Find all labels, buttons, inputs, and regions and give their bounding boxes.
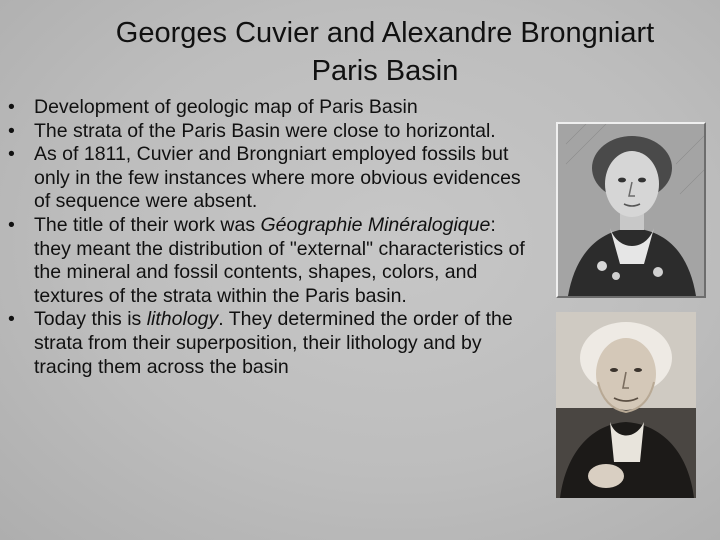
bullet-text: The strata of the Paris Basin were close to horizontal. — [34, 119, 496, 142]
portrait-photo-brongniart-icon — [556, 312, 696, 498]
bullet-text: Development of geologic map of Paris Basin — [34, 96, 418, 118]
bullet-marker: • — [8, 96, 15, 118]
slide-title — [50, 14, 720, 90]
bullet-text-emphasis: Géographie Minéralogique — [260, 213, 491, 236]
bullet-text-post: . They determined the order of the strata from their superposition, their lithology and by tracing them across the basin — [34, 308, 513, 378]
bullet-marker: • — [8, 119, 15, 142]
bullet-list — [8, 96, 538, 379]
bullet-marker: • — [8, 213, 15, 236]
engraving-drawing — [558, 124, 704, 296]
title-line-1: Georges Cuvier and Alexandre Brongniart — [115, 17, 655, 49]
bullet-item — [8, 143, 538, 214]
bullet-marker: • — [8, 143, 15, 166]
bullet-item — [8, 308, 538, 379]
bullet-marker: • — [8, 308, 15, 331]
photo-drawing — [556, 312, 696, 498]
bullet-text-pre: Today this is — [34, 308, 147, 331]
bullet-item — [8, 214, 538, 308]
bullet-text-pre: The title of their work was — [34, 213, 261, 236]
title-line-2: Paris Basin — [311, 55, 459, 87]
portrait-engraving-cuvier-icon — [556, 122, 706, 298]
bullet-item — [8, 120, 538, 144]
bullet-text: As of 1811, Cuvier and Brongniart employed fossils but only in the few instances where more obvious evidences of sequence were absent. — [34, 143, 521, 213]
bullet-item — [8, 96, 538, 120]
bullet-text-emphasis: lithology — [146, 308, 219, 331]
bullet-text-post: : they meant the distribution of "external" characteristics of the mineral and fossil contents, shapes, colors, and textures of the strata within the Paris basin. — [34, 213, 525, 307]
